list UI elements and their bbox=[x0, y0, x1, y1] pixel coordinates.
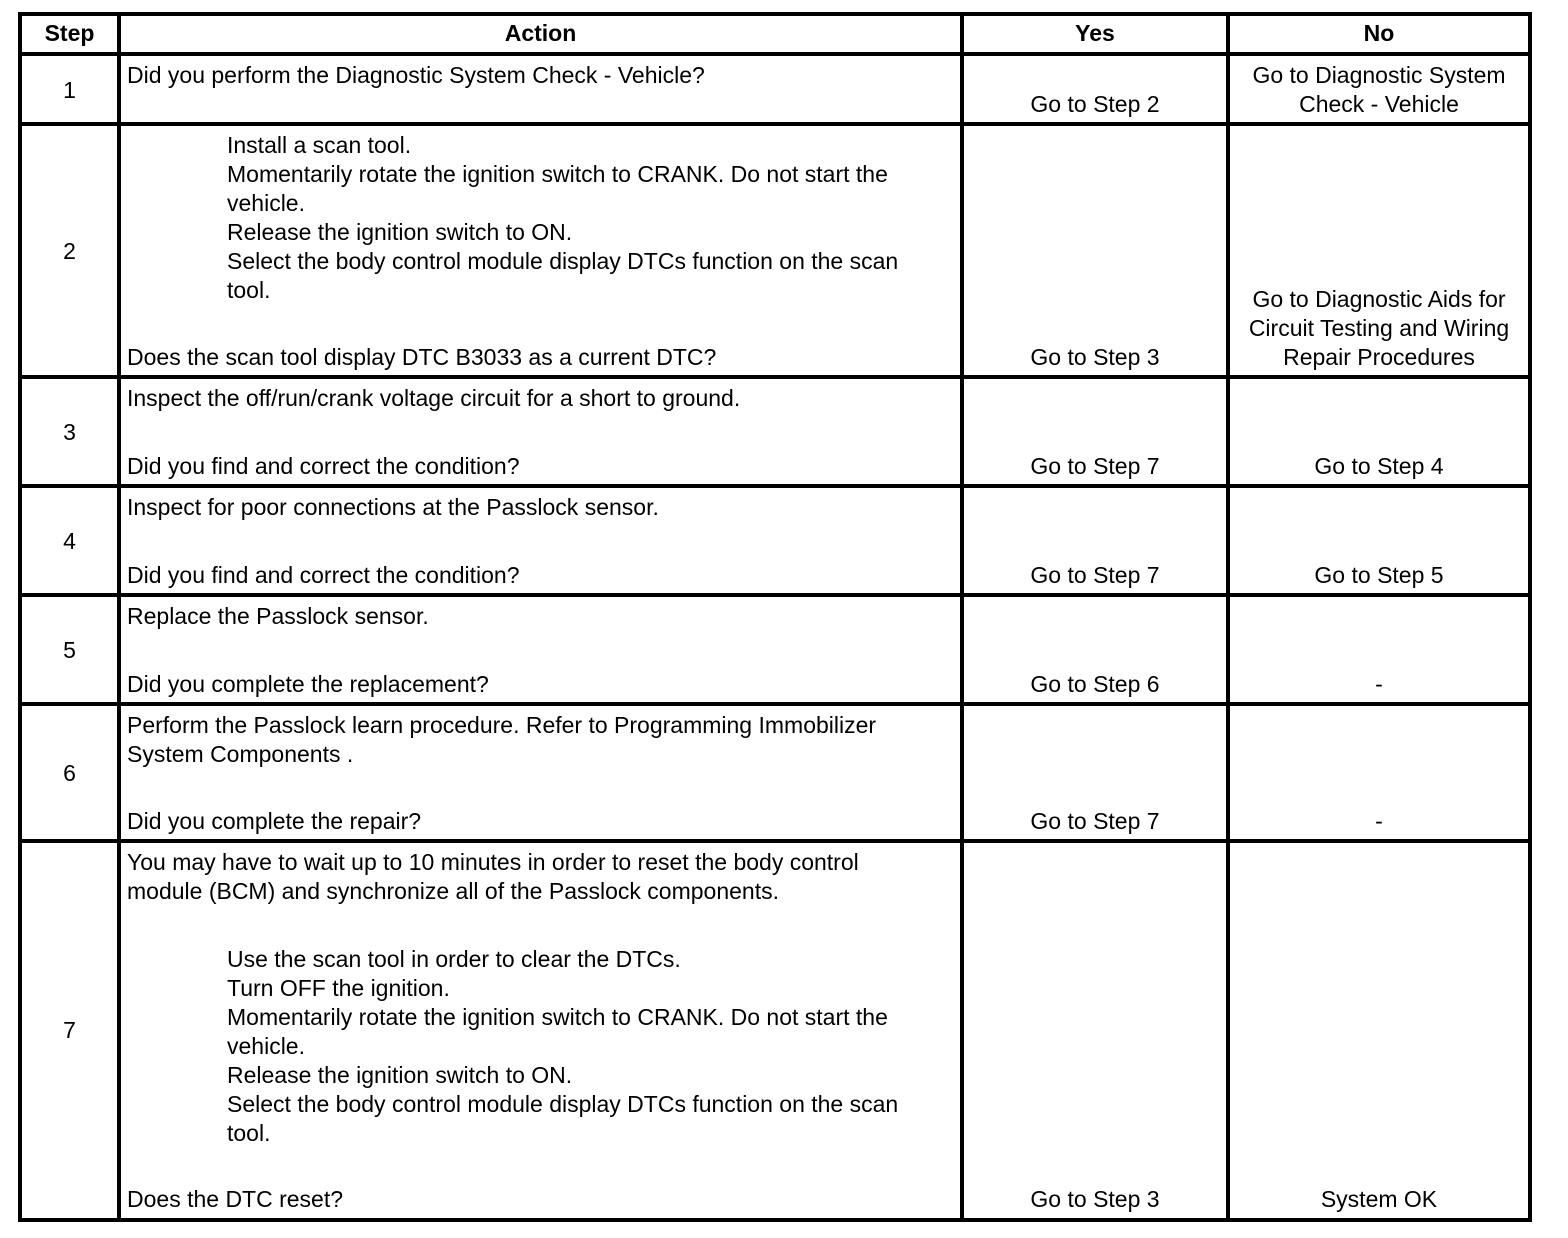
header-action: Action bbox=[504, 20, 577, 46]
no-link[interactable] bbox=[1230, 285, 1528, 372]
substep: tool. bbox=[227, 277, 271, 303]
yes-link[interactable]: Go to Step 7 bbox=[1030, 562, 1160, 588]
no-value: System OK bbox=[1320, 1186, 1438, 1212]
substep-list bbox=[227, 131, 898, 305]
no-line: Check - Vehicle bbox=[1299, 91, 1459, 117]
table-border-top bbox=[18, 12, 1532, 16]
step-number: 4 bbox=[63, 528, 76, 554]
action-text bbox=[127, 384, 740, 413]
no-link[interactable]: Go to Step 4 bbox=[1314, 453, 1444, 479]
action-text bbox=[127, 711, 876, 769]
step-number: 6 bbox=[63, 760, 76, 786]
action-line: Inspect the off/run/crank voltage circuit for a short to ground. bbox=[127, 385, 741, 411]
table-border-right bbox=[1528, 12, 1532, 1222]
step-number: 3 bbox=[63, 419, 76, 445]
action-text bbox=[127, 848, 859, 906]
yes-link[interactable]: Go to Step 7 bbox=[1030, 453, 1160, 479]
substep: vehicle. bbox=[227, 1033, 305, 1059]
action-line: Inspect for poor connections at the Passlock sensor. bbox=[127, 494, 659, 520]
yes-link[interactable]: Go to Step 3 bbox=[1030, 344, 1160, 370]
action-question: Did you complete the replacement? bbox=[127, 671, 489, 697]
row-divider bbox=[18, 375, 1532, 379]
no-link[interactable] bbox=[1230, 61, 1528, 119]
action-line: System Components . bbox=[127, 741, 354, 767]
row-divider bbox=[18, 52, 1532, 56]
action-question: Did you complete the repair? bbox=[127, 808, 422, 834]
action-question: Did you find and correct the condition? bbox=[127, 453, 520, 479]
row-divider bbox=[18, 484, 1532, 488]
action-text bbox=[127, 61, 705, 90]
no-line: Circuit Testing and Wiring bbox=[1248, 315, 1510, 341]
header-yes: Yes bbox=[1075, 20, 1115, 46]
substep: Release the ignition switch to ON. bbox=[227, 219, 573, 245]
row-divider bbox=[18, 593, 1532, 597]
row-divider bbox=[18, 839, 1532, 843]
step-number: 2 bbox=[63, 238, 76, 264]
substep: Turn OFF the ignition. bbox=[227, 975, 450, 1001]
row-divider bbox=[18, 702, 1532, 706]
action-line: Did you perform the Diagnostic System Check - Vehicle? bbox=[127, 62, 705, 88]
step-number: 5 bbox=[63, 637, 76, 663]
no-value: - bbox=[1375, 671, 1383, 697]
substep: Install a scan tool. bbox=[227, 132, 412, 158]
substep: Select the body control module display DTCs function on the scan bbox=[227, 1091, 899, 1117]
action-line: Perform the Passlock learn procedure. Refer to Programming Immobilizer bbox=[127, 712, 877, 738]
no-value: - bbox=[1375, 808, 1383, 834]
action-text bbox=[127, 602, 429, 631]
no-link[interactable]: Go to Step 5 bbox=[1314, 562, 1444, 588]
no-line: Repair Procedures bbox=[1283, 344, 1475, 370]
substep: Momentarily rotate the ignition switch to CRANK. Do not start the bbox=[227, 161, 888, 187]
yes-link[interactable]: Go to Step 2 bbox=[1030, 91, 1160, 117]
step-number: 1 bbox=[63, 77, 76, 103]
substep-list bbox=[227, 945, 898, 1148]
no-line: Go to Diagnostic System bbox=[1252, 62, 1506, 88]
header-no: No bbox=[1363, 20, 1395, 46]
diagnostic-table bbox=[18, 12, 1532, 1222]
action-question: Does the scan tool display DTC B3033 as a current DTC? bbox=[127, 344, 717, 370]
substep: tool. bbox=[227, 1120, 271, 1146]
header-step: Step bbox=[44, 20, 95, 46]
column-divider-action bbox=[960, 12, 964, 1222]
no-line: Go to Diagnostic Aids for bbox=[1252, 286, 1506, 312]
substep: Use the scan tool in order to clear the DTCs. bbox=[227, 946, 681, 972]
action-text bbox=[127, 493, 659, 522]
action-line: You may have to wait up to 10 minutes in order to reset the body control bbox=[127, 849, 859, 875]
substep: vehicle. bbox=[227, 190, 305, 216]
step-number: 7 bbox=[63, 1017, 76, 1043]
action-question: Does the DTC reset? bbox=[127, 1186, 344, 1212]
column-divider-step bbox=[117, 12, 121, 1222]
yes-link[interactable]: Go to Step 7 bbox=[1030, 808, 1160, 834]
substep: Momentarily rotate the ignition switch to CRANK. Do not start the bbox=[227, 1004, 888, 1030]
table-border-bottom bbox=[18, 1218, 1532, 1222]
row-divider bbox=[18, 122, 1532, 126]
column-divider-yes bbox=[1226, 12, 1230, 1222]
action-line: Replace the Passlock sensor. bbox=[127, 603, 429, 629]
action-line: module (BCM) and synchronize all of the Passlock components. bbox=[127, 878, 779, 904]
substep: Select the body control module display DTCs function on the scan bbox=[227, 248, 899, 274]
yes-link[interactable]: Go to Step 3 bbox=[1030, 1186, 1160, 1212]
substep: Release the ignition switch to ON. bbox=[227, 1062, 573, 1088]
action-question: Did you find and correct the condition? bbox=[127, 562, 520, 588]
yes-link[interactable]: Go to Step 6 bbox=[1030, 671, 1160, 697]
